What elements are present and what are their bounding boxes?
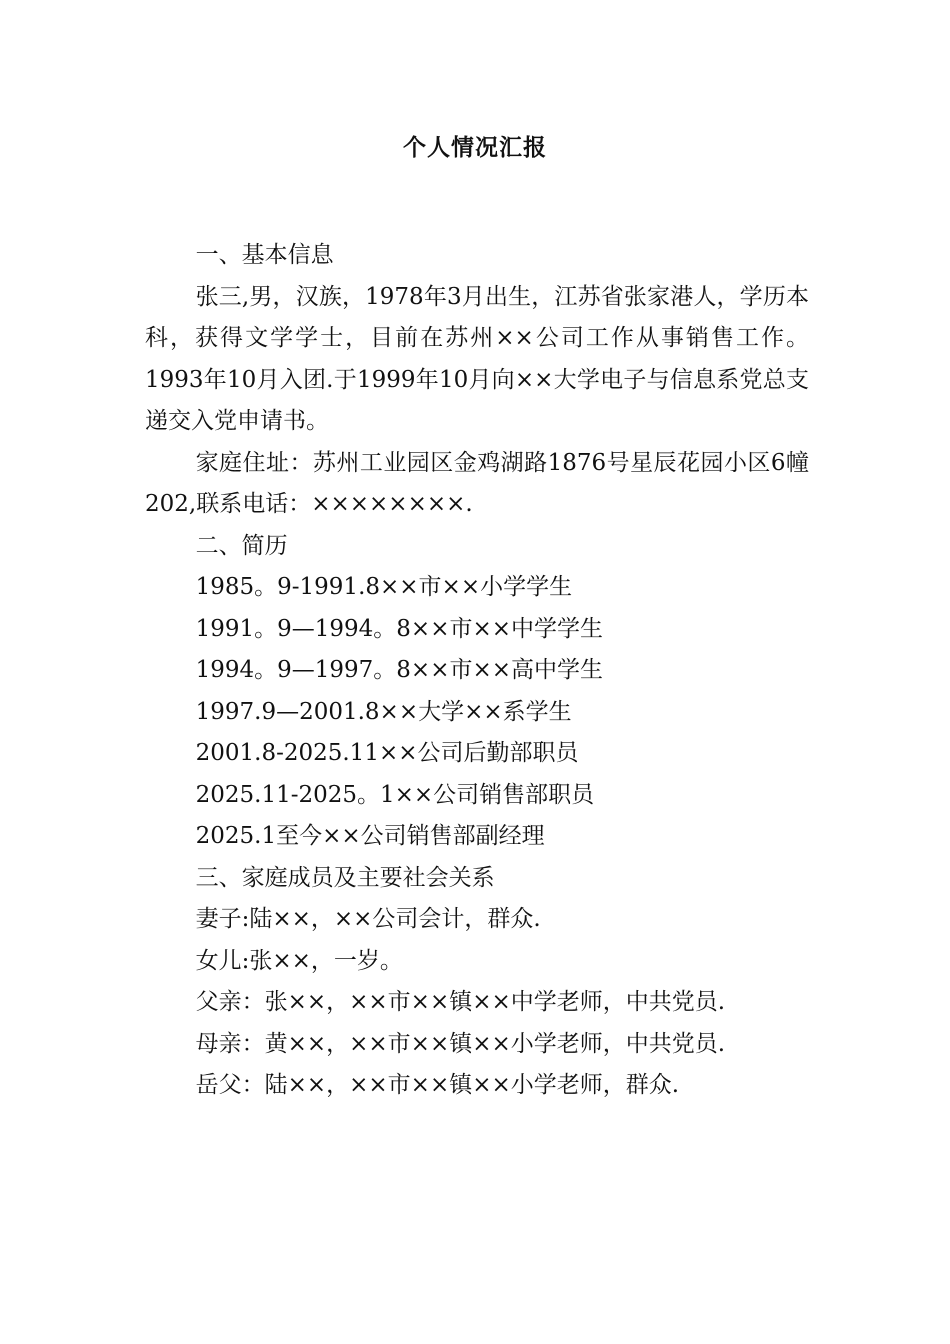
resume-entry: 2001.8-2025.11××公司后勤部职员 bbox=[195, 740, 579, 766]
family-member-entry: 母亲：黄××，××市××镇××小学老师，中共党员. bbox=[195, 1030, 726, 1057]
document-title: 个人情况汇报 bbox=[403, 134, 547, 161]
address-paragraph: 家庭住址：苏州工业园区金鸡湖路1876号星辰花园小区6幢202,联系电话：××××××××. bbox=[145, 449, 809, 517]
resume-entry: 1985。9-1991.8××市××小学学生 bbox=[195, 574, 573, 600]
family-member-entry: 女儿:张××，一岁。 bbox=[195, 947, 403, 974]
resume-entry: 2025.11-2025。1××公司销售部职员 bbox=[195, 781, 595, 808]
resume-entry: 2025.1至今××公司销售部副经理 bbox=[195, 823, 545, 849]
section-heading-basic-info: 一、基本信息 bbox=[195, 242, 334, 268]
resume-entry: 1991。9—1994。8××市××中学学生 bbox=[195, 615, 604, 642]
section-heading-resume: 二、简历 bbox=[195, 532, 288, 559]
family-member-entry: 父亲：张××，××市××镇××中学老师，中共党员. bbox=[195, 989, 726, 1015]
document-body bbox=[145, 235, 809, 1107]
family-member-entry: 妻子:陆××，××公司会计，群众. bbox=[195, 906, 541, 932]
resume-entry: 1997.9—2001.8××大学××系学生 bbox=[195, 698, 572, 725]
family-member-entry: 岳父：陆××，××市××镇××小学老师，群众. bbox=[195, 1072, 680, 1098]
section-heading-family: 三、家庭成员及主要社会关系 bbox=[195, 864, 495, 891]
resume-entry: 1994。9—1997。8××市××高中学生 bbox=[195, 657, 604, 683]
basic-info-paragraph: 张三,男，汉族，1978年3月出生，江苏省张家港人，学历本科，获得文学学士，目前在苏州××公司工作从事销售工作。1993年10月入团.于1999年10月向××大学电子与信息系党总支递交入党申请书。 bbox=[145, 283, 809, 434]
